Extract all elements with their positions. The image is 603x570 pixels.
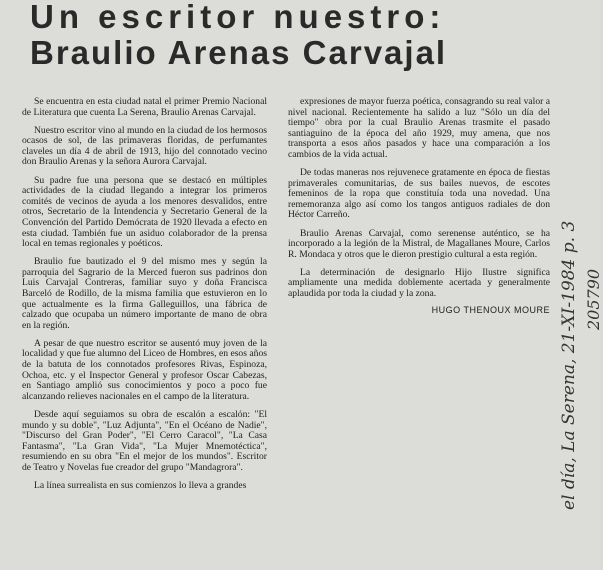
headline-line-2: Braulio Arenas Carvajal	[30, 34, 448, 71]
paragraph: De todas maneras nos rejuvenece gratamente en época de fiestas primaverales comunitarias, de sus bailes nuevos, de escotes femeninos de la ropa que constituía toda una novedad. Una rememoranza algo así como los tangos antiguos radiales de don Héctor Carreño.	[288, 167, 550, 221]
margin-annotation	[555, 40, 603, 560]
paragraph: La determinación de designarlo Hijo Ilustre significa ampliamente una medida doblemente acertada y generalmente aplaudida por toda la ciudad y la zona.	[288, 266, 550, 299]
paragraph: A pesar de que nuestro escritor se ausentó muy joven de la localidad y que fue alumno del Liceo de Hombres, en esos años de la batuta de los connotados profesores Rivas, Espinoza, Ochoa, etc. y el Inspector General y profesor Oscar Cabezas, en Santiago amplió sus conocimientos y poco a poco fue alcanzando relieves nacionales en el campo de la literatura.	[22, 337, 267, 402]
paragraph: Braulio Arenas Carvajal, como serenense auténtico, se ha incorporado a la legión de la Mistral, de Magallanes Moure, Carlos R. Mondaca y otros que le dieron prestigio cultural a esta región.	[288, 227, 550, 260]
paragraph: expresiones de mayor fuerza poética, consagrando su real valor a nivel nacional. Recientemente ha salido a luz "Sólo un día del tiempo" obra por la cual Braulio Arenas trasmite el pasado santiaguino de la época del año 1929, muy amena, que nos transporta a esos años pasados y hace una comparación a los cambios de la vida actual.	[288, 96, 550, 160]
paragraph: La línea surrealista en sus comienzos lo lleva a grandes	[34, 480, 247, 491]
author-signature: HUGO THENOUX MOURE	[431, 305, 550, 316]
handwritten-catalog-number: 205790	[584, 268, 603, 330]
paragraph: Desde aquí seguiamos su obra de escalón a escalón: "El mundo y su doble", "Luz Adjunta", "En el Océano de Nadie", "Discurso del Gran Poder", "El Cerro Caracol", "La Casa Fantasma", "La Gran Vida", "La Mujer Mnemotéctica", resumiendo en su obra "En el mejor de los mundos". Escritor de Teatro y Novelas fue creador del grupo "Mandagrora".	[22, 408, 267, 473]
paragraph: Se encuentra en esta ciudad natal el primer Premio Nacional de Literatura que cuenta La Serena, Braulio Arenas Carvajal.	[22, 96, 267, 118]
left-column	[22, 97, 267, 499]
paragraph: Braulio fue bautizado el 9 del mismo mes y según la parroquia del Sagrario de la Merced fueron sus padrinos don Luis Carvajal Contreras, familiar suyo y doña Francisca Barceló de Rodillo, de la misma familia que estuvieron en lo que actualmente es la firma Galleguillos, una fábrica de calzado que ocupaba un número importante de mano de obra en la región.	[22, 256, 267, 331]
headline-line-1: Un escritor nuestro:	[30, 0, 446, 35]
handwritten-source-note: el día, La Serena, 21-XI-1984 p. 3	[559, 220, 579, 510]
paragraph: Su padre fue una persona que se destacó en múltiples actividades de la ciudad llegando a integrar los primeros comités de vecinos de ayuda a los menores desvalidos, entre otros, Secretario de la Intendencia y Secretario General de la Convención del Partido Demócrata de 1920 llevada a efecto en esta ciudad. También fue un asiduo colaborador de la prensa local en temas regionales y poéticos.	[22, 174, 267, 250]
right-column	[288, 97, 550, 316]
paragraph: Nuestro escritor vino al mundo en la ciudad de los hermosos ocasos de sol, de las primaveras floridas, de perfumantes claveles un día 4 de abril de 1913, hijo del connotado vecino don Braulio Arenas y la señora Aurora Carvajal.	[22, 124, 267, 168]
